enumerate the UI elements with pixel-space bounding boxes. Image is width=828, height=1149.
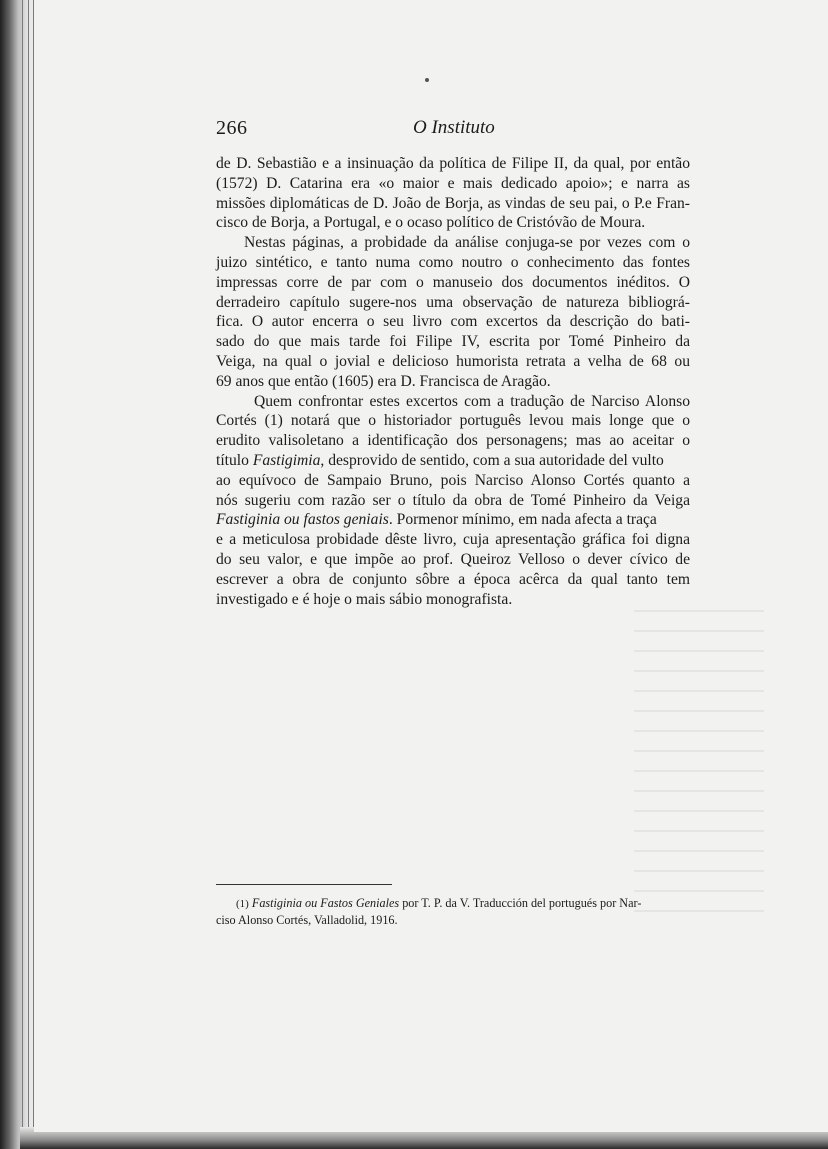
- show-through-texture: [634, 600, 764, 930]
- italic-title: Fastiginia ou fastos geniais: [216, 511, 389, 529]
- text-line: derradeiro capítulo sugere-nos uma observação de natureza bibliográ-: [216, 293, 690, 311]
- page-header: [216, 117, 516, 143]
- footnote-text: por T. P. da V. Traducción del portugués por Nar-: [402, 896, 642, 910]
- footnote-italic-title: Fastiginia ou Fastos Geniales: [251, 896, 400, 910]
- page-number: 266: [216, 117, 248, 139]
- text-line: Nestas páginas, a probidade da análise conjuga-se por vezes com o: [244, 234, 690, 252]
- footnote-line: [216, 895, 694, 912]
- text-line: missões diplomáticas de D. João de Borja, as vindas de seu pai, o P.e Fran-: [216, 194, 690, 212]
- text-line: escrever a obra de conjunto sôbre a época acêrca da qual tanto tem: [216, 570, 690, 588]
- footnote: [216, 895, 694, 929]
- text-line: impressas corre de par com o manuseio dos documentos inéditos. O: [216, 273, 690, 291]
- page-edge-line: [22, 0, 23, 1149]
- running-title: O Instituto: [413, 117, 495, 138]
- text-line: erudito valisoletano a identificação dos personagens; mas ao aceitar o: [216, 432, 690, 450]
- text-line: 69 anos que então (1605) era D. Francisca de Aragão.: [216, 372, 551, 390]
- text-line: nós sugeriu com razão ser o título da obra de Tomé Pinheiro da Veiga: [216, 491, 690, 509]
- body-text: [216, 154, 690, 609]
- footnote-marker: (1): [236, 898, 249, 910]
- text-line: do seu valor, e que impõe ao prof. Queiroz Velloso o dever cívico de: [216, 550, 690, 568]
- footnote-rule: [216, 884, 392, 885]
- text-line-mixed: [216, 451, 690, 471]
- text-line: investigado e é hoje o mais sábio monografista.: [216, 590, 513, 608]
- text-fragment: . Pormenor mínimo, em nada afecta a traça: [388, 511, 657, 529]
- text-line: fica. O autor encerra o seu livro com excertos da descrição do bati-: [216, 313, 690, 331]
- text-line: e a meticulosa probidade dêste livro, cuja apresentação gráfica foi digna: [216, 531, 690, 549]
- text-fragment: , desprovido de sentido, com a sua autoridade del vulto: [320, 451, 664, 469]
- text-line: de D. Sebastião e a insinuação da política de Filipe II, da qual, por então: [216, 155, 690, 172]
- text-line: sado do que mais tarde foi Filipe IV, escrita por Tomé Pinheiro da: [216, 333, 690, 351]
- italic-title: Fastigimia: [252, 451, 321, 469]
- page-edge-line: [28, 0, 29, 1149]
- text-line: ao equívoco de Sampaio Bruno, pois Narciso Alonso Cortés quanto a: [216, 471, 690, 489]
- book-page: [34, 0, 828, 1132]
- text-line: (1572) D. Catarina era «o maior e mais dedicado apoio»; e narra as: [216, 174, 690, 192]
- text-fragment: título: [216, 451, 249, 469]
- text-line: juizo sintético, e tanto numa como noutro o conhecimento das fontes: [216, 253, 690, 271]
- text-line: Veiga, na qual o jovial e delicioso humorista retrata a velha de 68 ou: [216, 352, 690, 370]
- text-line: Cortés (1) notará que o historiador português levou mais longe que o: [216, 412, 690, 430]
- print-speck: [425, 78, 429, 82]
- footnote-line: ciso Alonso Cortés, Valladolid, 1916.: [216, 913, 398, 927]
- text-line: Quem confrontar estes excertos com a tradução de Narciso Alonso: [254, 392, 690, 410]
- text-line: cisco de Borja, a Portugal, e o ocaso político de Cristóvão de Moura.: [216, 214, 646, 232]
- text-line-mixed: [216, 510, 690, 530]
